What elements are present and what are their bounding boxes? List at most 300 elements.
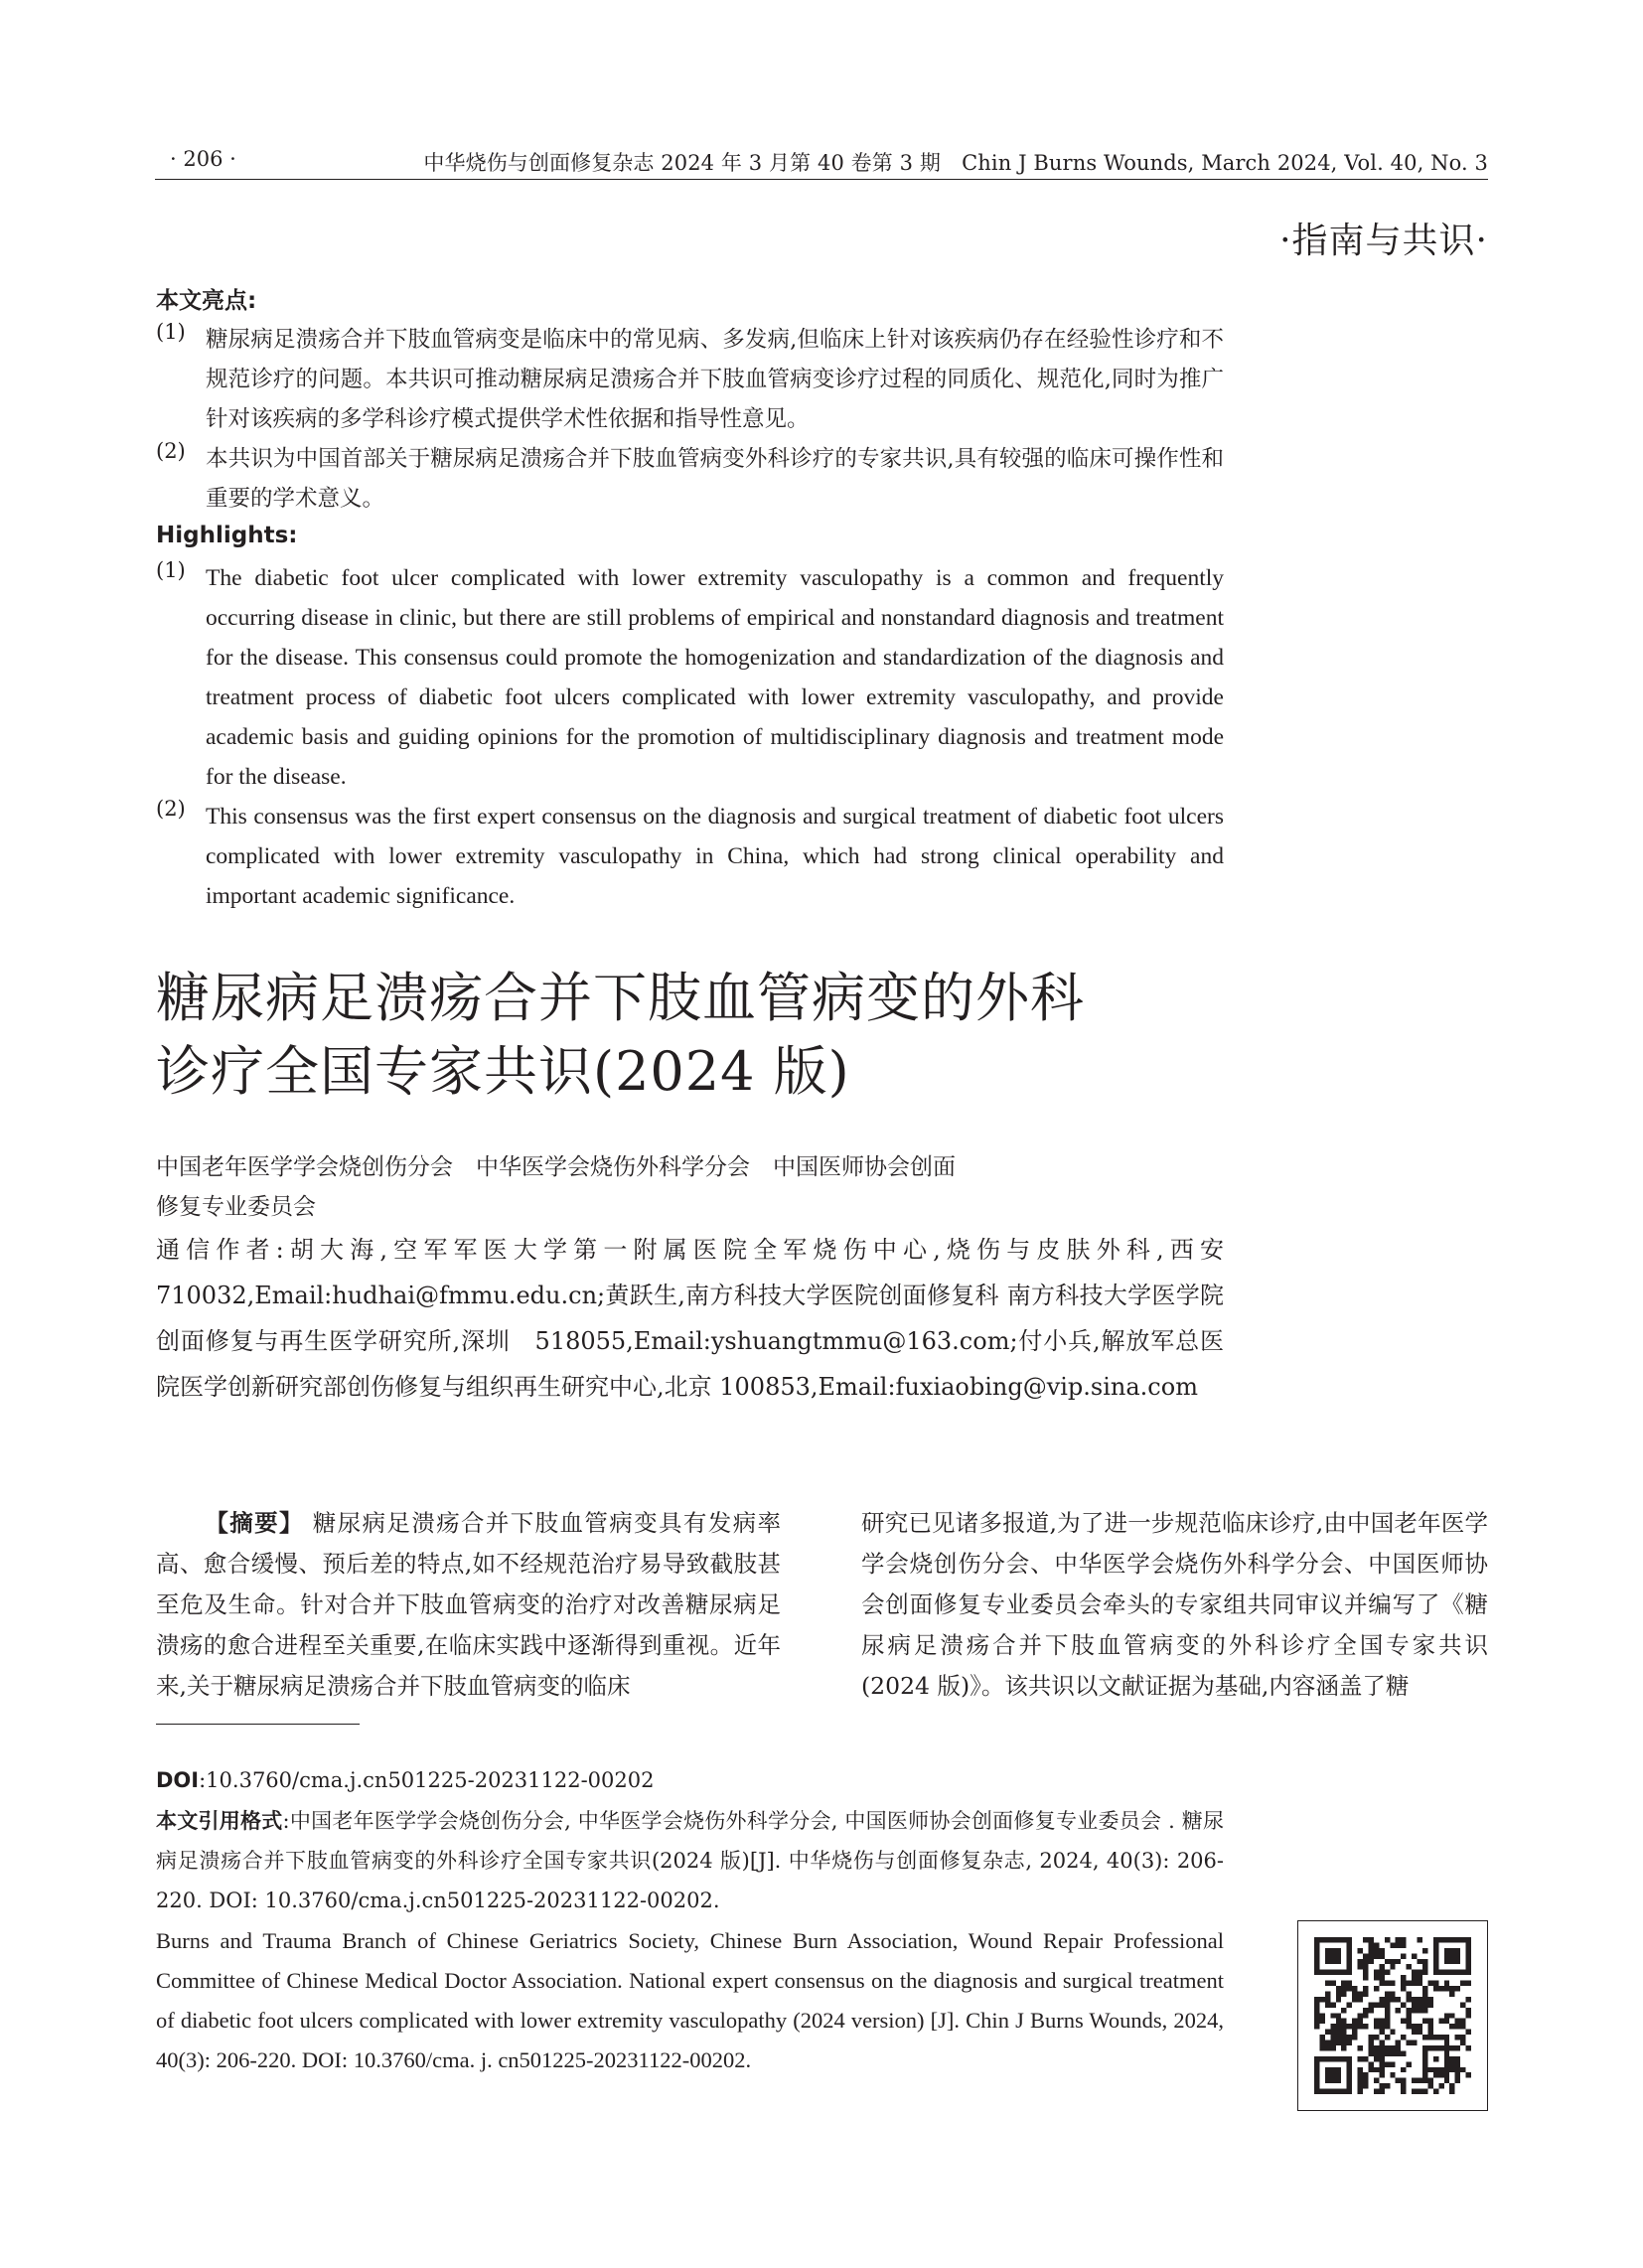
qr-module (1396, 2078, 1401, 2083)
qr-module (1449, 2083, 1454, 2088)
qr-module (1444, 2035, 1449, 2040)
qr-module (1466, 1953, 1471, 1958)
qr-module (1407, 2008, 1412, 2013)
qr-module (1407, 2041, 1412, 2045)
qr-module (1455, 1970, 1460, 1975)
qr-module (1336, 2030, 1341, 2035)
qr-module (1444, 1970, 1449, 1975)
qr-module (1466, 2072, 1471, 2077)
qr-module (1379, 2030, 1384, 2035)
qr-module (1330, 2013, 1335, 2018)
doi-value: :10.3760/cma.j.cn501225-20231122-00202 (199, 1768, 655, 1792)
qr-module (1427, 2002, 1432, 2007)
qr-module (1358, 2019, 1363, 2024)
qr-module (1347, 2056, 1352, 2061)
qr-module (1363, 2072, 1368, 2077)
qr-module (1358, 1997, 1363, 2002)
qr-module (1325, 1981, 1330, 1986)
qr-module (1347, 1948, 1352, 1953)
highlight-en-item (156, 797, 1224, 916)
qr-module (1455, 1959, 1460, 1964)
qr-module (1379, 2002, 1384, 2007)
qr-module (1325, 2089, 1330, 2094)
qr-module (1455, 2035, 1460, 2040)
qr-module (1314, 1942, 1319, 1947)
qr-module (1422, 1970, 1427, 1975)
qr-module (1385, 2050, 1390, 2055)
qr-module (1438, 2019, 1443, 2024)
qr-module (1319, 1997, 1324, 2002)
qr-module (1385, 2061, 1390, 2066)
qr-module (1418, 2089, 1422, 2094)
qr-module (1385, 1991, 1390, 1996)
qr-module (1412, 2089, 1417, 2094)
qr-module (1433, 2056, 1438, 2061)
citation-en: Burns and Trauma Branch of Chinese Geriatrics Society, Chinese Burn Association, Wound Repair Professional Committee of Chinese Medical Doctor Association. National expert consensus on the diagnosis and surgical treatment of diabetic foot ulcers complicated with lower extremity vasculopathy (2024 version) [J]. Chin J Burns Wounds, 2024, 40(3): 206-220. DOI: 10.3760/cma. j. cn501225-20231122-00202. (156, 1928, 1224, 2072)
qr-module (1407, 2024, 1412, 2029)
qr-module (1449, 2045, 1454, 2050)
citation-cn (156, 1801, 1224, 1920)
qr-module (1358, 1948, 1363, 1953)
qr-module (1449, 1953, 1454, 1958)
qr-module (1336, 2035, 1341, 2040)
footnote-rule (156, 1724, 360, 1725)
qr-module (1319, 2041, 1324, 2045)
qr-module (1407, 1981, 1412, 1986)
qr-module (1449, 2056, 1454, 2061)
qr-module (1352, 1997, 1357, 2002)
qr-module (1444, 1959, 1449, 1964)
qr-module (1325, 2041, 1330, 2045)
qr-module (1336, 2072, 1341, 2077)
qr-module (1314, 2089, 1319, 2094)
qr-module (1368, 2045, 1373, 2050)
qr-module (1358, 2067, 1363, 2072)
qr-module (1347, 2061, 1352, 2066)
qr-module (1325, 2078, 1330, 2083)
qr-module (1363, 2083, 1368, 2088)
page-number: · 206 · (170, 147, 236, 171)
qr-module (1330, 2041, 1335, 2045)
qr-module (1358, 2083, 1363, 2088)
qr-module (1347, 2024, 1352, 2029)
qr-module (1385, 2008, 1390, 2013)
qr-module (1418, 1981, 1422, 1986)
qr-module (1314, 1937, 1319, 1942)
qr-module (1374, 2078, 1379, 2083)
qr-module (1363, 1959, 1368, 1964)
qr-module (1444, 1948, 1449, 1953)
qr-module (1418, 2008, 1422, 2013)
qr-module (1460, 1970, 1465, 1975)
qr-module (1438, 2045, 1443, 2050)
qr-module (1330, 2067, 1335, 2072)
qr-module (1363, 2056, 1368, 2061)
qr-module (1455, 1986, 1460, 1991)
qr-module (1427, 2035, 1432, 2040)
abstract-label: 【摘要】 (204, 1509, 304, 1537)
qr-module (1379, 2072, 1384, 2077)
qr-module (1379, 1953, 1384, 1958)
qr-module (1352, 1986, 1357, 1991)
qr-module (1325, 1953, 1330, 1958)
qr-module (1455, 1937, 1460, 1942)
qr-module (1466, 1970, 1471, 1975)
qr-module (1427, 2067, 1432, 2072)
qr-module (1390, 2030, 1395, 2035)
qr-module (1341, 1970, 1346, 1975)
qr-module (1422, 2067, 1427, 2072)
qr-module (1444, 2050, 1449, 2055)
qr-module (1385, 1937, 1390, 1942)
section-label: ·指南与共识· (1279, 221, 1488, 261)
qr-module (1341, 1937, 1346, 1942)
qr-module (1347, 2089, 1352, 2094)
qr-module (1368, 2061, 1373, 2066)
qr-module (1385, 2002, 1390, 2007)
qr-module (1407, 1997, 1412, 2002)
qr-module (1460, 1937, 1465, 1942)
qr-module (1438, 1986, 1443, 1991)
qr-module (1363, 1937, 1368, 1942)
qr-module (1444, 2056, 1449, 2061)
qr-module (1314, 1953, 1319, 1958)
qr-module (1449, 1959, 1454, 1964)
qr-module (1379, 1981, 1384, 1986)
qr-module (1438, 2035, 1443, 2040)
qr-module (1358, 1959, 1363, 1964)
qr-module (1325, 2056, 1330, 2061)
qr-module (1330, 1970, 1335, 1975)
highlight-en-item (156, 558, 1224, 797)
qr-module (1455, 2024, 1460, 2029)
qr-module (1433, 1970, 1438, 1975)
qr-module (1374, 2035, 1379, 2040)
qr-module (1341, 2008, 1346, 2013)
qr-module (1347, 2035, 1352, 2040)
qr-module (1379, 2067, 1384, 2072)
qr-module (1433, 2067, 1438, 2072)
header-rule (155, 179, 1488, 180)
qr-module (1330, 2056, 1335, 2061)
qr-module (1390, 1997, 1395, 2002)
qr-module (1314, 2067, 1319, 2072)
qr-module (1336, 2013, 1341, 2018)
qr-module (1466, 2030, 1471, 2035)
qr-module (1385, 1970, 1390, 1975)
qr-module (1358, 2013, 1363, 2018)
qr-module (1358, 1964, 1363, 1969)
qr-module (1314, 2078, 1319, 2083)
qr-module (1374, 2089, 1379, 2094)
qr-module (1330, 2024, 1335, 2029)
qr-module (1455, 2067, 1460, 2072)
qr-module (1358, 2089, 1363, 2094)
qr-module (1314, 2061, 1319, 2066)
highlight-number: (2) (156, 797, 186, 821)
qr-module (1460, 2002, 1465, 2007)
qr-module (1325, 1997, 1330, 2002)
qr-code-icon (1297, 1920, 1488, 2111)
journal-info: 中华烧伤与创面修复杂志 2024 年 3 月第 40 卷第 3 期 Chin J Burns Wounds, March 2024, Vol. 40, No. 3 (423, 151, 1488, 175)
qr-module (1368, 2035, 1373, 2040)
qr-module (1379, 1964, 1384, 1969)
qr-module (1401, 2089, 1406, 2094)
qr-module (1319, 2019, 1324, 2024)
qr-module (1314, 2008, 1319, 2013)
qr-module (1422, 1948, 1427, 1953)
qr-module (1412, 1970, 1417, 1975)
qr-module (1341, 2024, 1346, 2029)
qr-module (1374, 2002, 1379, 2007)
abstract-text-left: 糖尿病足溃疡合并下肢血管病变具有发病率高、愈合缓慢、预后差的特点,如不经规范治疗易导致截肢甚至危及生命。针对合并下肢血管病变的治疗对改善糖尿病足溃疡的愈合进程至关重要,在临床实践中逐渐得到重视。近年来,关于糖尿病足溃疡合并下肢血管病变的临床 (156, 1509, 782, 1700)
qr-module (1330, 2002, 1335, 2007)
qr-module (1374, 1953, 1379, 1958)
qr-module (1466, 1981, 1471, 1986)
qr-module (1390, 1959, 1395, 1964)
qr-module (1330, 2089, 1335, 2094)
author-line: 中国老年医学学会烧创伤分会 中华医学会烧伤外科学分会 中国医师协会创面 (156, 1154, 956, 1180)
qr-module (1352, 2035, 1357, 2040)
qr-module (1438, 1937, 1443, 1942)
abstract-text-right: 研究已见诸多报道,为了进一步规范临床诊疗,由中国老年医学学会烧创伤分会、中华医学会烧伤外科学分会、中国医师协会创面修复专业委员会牵头的专家组共同审议并编写了《糖尿病足溃疡合并下肢血管病变的外科诊疗全国专家共识(2024 版)》。该共识以文献证据为基础,内容涵盖了糖 (861, 1509, 1488, 1700)
qr-module (1336, 2056, 1341, 2061)
qr-module (1314, 1970, 1319, 1975)
qr-module (1438, 2083, 1443, 2088)
qr-module (1347, 1937, 1352, 1942)
qr-module (1319, 2089, 1324, 2094)
qr-module (1422, 2061, 1427, 2066)
qr-module (1336, 1991, 1341, 1996)
qr-module (1449, 1948, 1454, 1953)
qr-module (1336, 2024, 1341, 2029)
qr-module (1438, 1970, 1443, 1975)
qr-module (1401, 2078, 1406, 2083)
qr-module (1385, 2013, 1390, 2018)
highlight-text: The diabetic foot ulcer complicated with lower extremity vasculopathy is a common and frequently occurring disease in clinic, but there are still problems of empirical and nonstandard diagnosis and treatment for the disease. This consensus could promote the homogenization and standardization of the diagnosis and treatment process of diabetic foot ulcers complicated with lower extremity vasculopathy, and provide academic basis and guiding opinions for the promotion of multidisciplinary diagnosis and treatment mode for the disease. (206, 565, 1224, 790)
qr-module (1407, 2019, 1412, 2024)
qr-module (1347, 1959, 1352, 1964)
qr-module (1325, 1959, 1330, 1964)
qr-module (1390, 1991, 1395, 1996)
qr-module (1455, 2056, 1460, 2061)
qr-module (1407, 1964, 1412, 1969)
qr-module (1438, 2072, 1443, 2077)
qr-module (1460, 2035, 1465, 2040)
qr-module (1412, 2030, 1417, 2035)
qr-module (1412, 1953, 1417, 1958)
qr-module (1418, 1959, 1422, 1964)
qr-module (1314, 2013, 1319, 2018)
qr-module (1444, 1986, 1449, 1991)
qr-module (1433, 2089, 1438, 2094)
qr-module (1336, 1997, 1341, 2002)
qr-module (1438, 2067, 1443, 2072)
highlight-number: (2) (156, 439, 186, 463)
qr-module (1385, 2024, 1390, 2029)
qr-module (1412, 1997, 1417, 2002)
qr-module (1374, 1975, 1379, 1980)
qr-module (1449, 1937, 1454, 1942)
qr-module (1368, 2067, 1373, 2072)
qr-module (1466, 2008, 1471, 2013)
qr-module (1363, 1986, 1368, 1991)
qr-module (1374, 1948, 1379, 1953)
qr-module (1363, 2078, 1368, 2083)
qr-module (1449, 2067, 1454, 2072)
qr-module (1396, 1937, 1401, 1942)
qr-module (1379, 2061, 1384, 2066)
qr-module (1422, 2072, 1427, 2077)
qr-module (1374, 2045, 1379, 2050)
qr-module (1325, 1991, 1330, 1996)
qr-module (1444, 2061, 1449, 2066)
qr-module (1422, 2078, 1427, 2083)
qr-module (1341, 2041, 1346, 2045)
qr-module (1444, 2067, 1449, 2072)
qr-module (1455, 2045, 1460, 2050)
qr-module (1314, 1964, 1319, 1969)
qr-module (1401, 2067, 1406, 2072)
highlight-cn-item (156, 439, 1224, 519)
qr-module (1379, 1948, 1384, 1953)
highlights-en-heading: Highlights: (156, 523, 298, 548)
qr-module (1390, 1942, 1395, 1947)
author-list (156, 1147, 1224, 1227)
qr-module (1325, 1970, 1330, 1975)
qr-module (1330, 1948, 1335, 1953)
qr-module (1368, 2008, 1373, 2013)
qr-module (1379, 2041, 1384, 2045)
qr-module (1341, 2030, 1346, 2035)
qr-module (1390, 2072, 1395, 2077)
qr-module (1325, 2002, 1330, 2007)
qr-module (1396, 1942, 1401, 1947)
qr-module (1314, 1959, 1319, 1964)
qr-module (1374, 1970, 1379, 1975)
qr-module (1374, 2050, 1379, 2055)
qr-module (1363, 1964, 1368, 1969)
qr-module (1433, 2045, 1438, 2050)
qr-module (1374, 2067, 1379, 2072)
qr-module (1422, 2019, 1427, 2024)
qr-module (1433, 1959, 1438, 1964)
qr-module (1407, 2013, 1412, 2018)
qr-module (1418, 1997, 1422, 2002)
qr-module (1385, 2045, 1390, 2050)
qr-module (1336, 1986, 1341, 1991)
qr-module (1433, 1981, 1438, 1986)
qr-module (1358, 2056, 1363, 2061)
qr-module (1341, 1986, 1346, 1991)
qr-module (1347, 2002, 1352, 2007)
qr-module (1341, 2045, 1346, 2050)
highlight-cn-item (156, 320, 1224, 439)
qr-module (1427, 1981, 1432, 1986)
qr-module (1319, 1970, 1324, 1975)
qr-module (1368, 2002, 1373, 2007)
abstract-right-column (861, 1503, 1488, 1707)
qr-module (1390, 2045, 1395, 2050)
qr-module (1341, 2089, 1346, 2094)
qr-module (1347, 1981, 1352, 1986)
qr-module (1433, 2072, 1438, 2077)
qr-module (1379, 2045, 1384, 2050)
qr-module (1385, 1959, 1390, 1964)
qr-module (1352, 1991, 1357, 1996)
qr-module (1325, 2045, 1330, 2050)
qr-module (1352, 2019, 1357, 2024)
qr-module (1422, 1991, 1427, 1996)
abstract-left-column (156, 1503, 781, 1707)
qr-module (1466, 2013, 1471, 2018)
qr-module (1358, 2024, 1363, 2029)
qr-module (1396, 2045, 1401, 2050)
qr-code-graphic (1314, 1937, 1471, 2094)
qr-module (1444, 1953, 1449, 1958)
qr-module (1466, 2045, 1471, 2050)
qr-module (1347, 1942, 1352, 1947)
qr-module (1449, 2061, 1454, 2066)
qr-module (1385, 2019, 1390, 2024)
doi (156, 1768, 655, 1792)
qr-module (1401, 2083, 1406, 2088)
qr-module (1422, 2002, 1427, 2007)
qr-module (1341, 2056, 1346, 2061)
qr-module (1401, 1986, 1406, 1991)
qr-module (1412, 2008, 1417, 2013)
qr-module (1412, 2078, 1417, 2083)
qr-module (1363, 2024, 1368, 2029)
qr-module (1374, 1986, 1379, 1991)
highlight-number: (1) (156, 320, 186, 344)
qr-module (1422, 1959, 1427, 1964)
qr-module (1418, 1937, 1422, 1942)
qr-module (1418, 2002, 1422, 2007)
citation-cn-text: :中国老年医学学会烧创伤分会, 中华医学会烧伤外科学分会, 中国医师协会创面修复专业委员会 . 糖尿病足溃疡合并下肢血管病变的外科诊疗全国专家共识(2024 版)[J]. 中华烧伤与创面修复杂志, 2024, 40(3): 206-220. DOI: 10.3760/cma.j.cn501225-20231122-00202. (156, 1809, 1224, 1912)
corresponding-authors: 通信作者:胡大海,空军军医大学第一附属医院全军烧伤中心,烧伤与皮肤外科,西安 710032,Email:hudhai@fmmu.edu.cn;黄跃生,南方科技大学医院创面修复科 南方科技大学医学院创面修复与再生医学研究所,深圳 518055,Email:yshuangtmmu@163.com;付小兵,解放军总医院医学创新研究部创伤修复与组织再生研究中心,北京 100853,Email:fuxiaobing@vip.sina.com (156, 1236, 1224, 1401)
qr-module (1401, 2019, 1406, 2024)
qr-module (1433, 1953, 1438, 1958)
qr-module (1444, 2072, 1449, 2077)
qr-module (1347, 1964, 1352, 1969)
qr-module (1418, 2024, 1422, 2029)
qr-module (1422, 1986, 1427, 1991)
highlight-text: 糖尿病足溃疡合并下肢血管病变是临床中的常见病、多发病,但临床上针对该疾病仍存在经验性诊疗和不规范诊疗的问题。本共识可推动糖尿病足溃疡合并下肢血管病变诊疗过程的同质化、规范化,同时为推广针对该疾病的多学科诊疗模式提供学术性依据和指导性意见。 (206, 327, 1224, 432)
qr-module (1330, 1959, 1335, 1964)
qr-module (1336, 2041, 1341, 2045)
qr-module (1325, 1948, 1330, 1953)
qr-module (1319, 2056, 1324, 2061)
qr-module (1433, 1948, 1438, 1953)
qr-module (1330, 1937, 1335, 1942)
qr-module (1341, 1991, 1346, 1996)
qr-module (1444, 2013, 1449, 2018)
qr-module (1455, 2061, 1460, 2066)
qr-module (1407, 1991, 1412, 1996)
qr-module (1390, 2061, 1395, 2066)
qr-module (1418, 2030, 1422, 2035)
article-title-line1: 糖尿病足溃疡合并下肢血管病变的外科 (156, 967, 1085, 1029)
highlight-text: This consensus was the first expert consensus on the diagnosis and surgical treatment of diabetic foot ulcers complicated with lower extremity vasculopathy in China, which had strong clinical operability and important academic significance. (206, 804, 1224, 909)
qr-module (1374, 2024, 1379, 2029)
qr-module (1444, 1937, 1449, 1942)
qr-module (1385, 2035, 1390, 2040)
qr-module (1427, 2083, 1432, 2088)
qr-module (1336, 1953, 1341, 1958)
qr-module (1347, 2078, 1352, 2083)
qr-module (1427, 2045, 1432, 2050)
